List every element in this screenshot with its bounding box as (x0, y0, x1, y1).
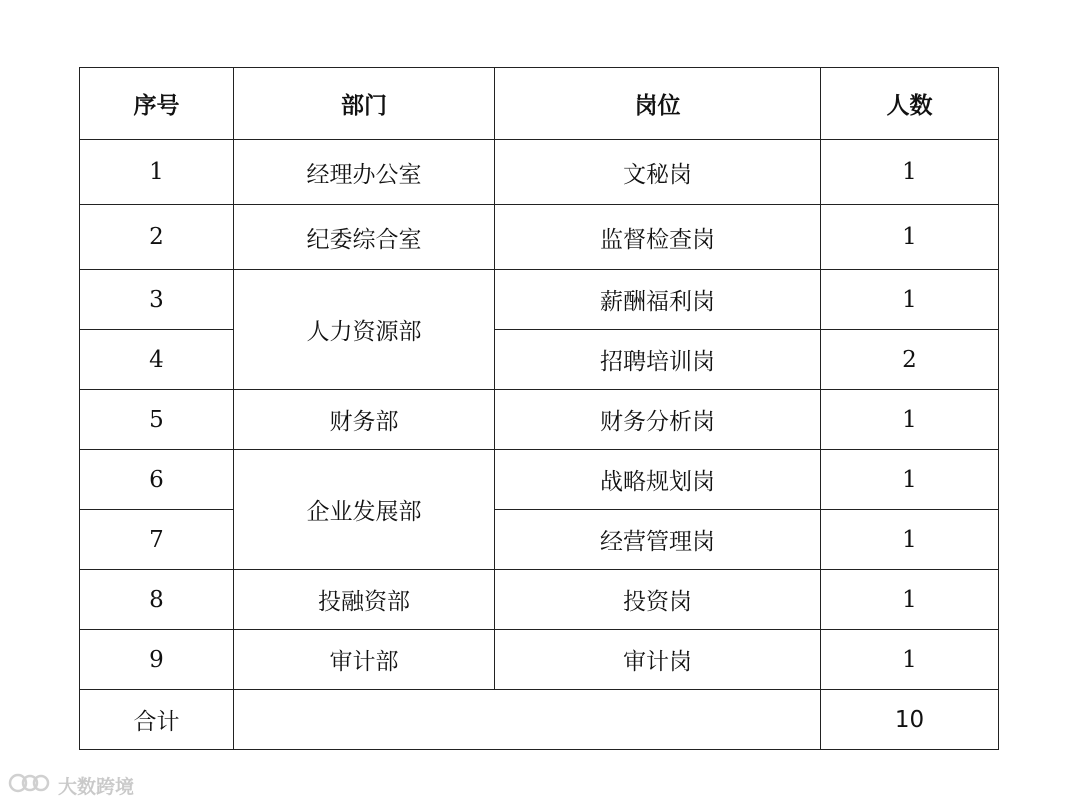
table-total-row (80, 690, 999, 750)
cell-dept: 财务部 (234, 390, 495, 450)
table-row (80, 510, 999, 570)
cell-dept: 审计部 (234, 630, 495, 690)
cell-dept: 经理办公室 (234, 140, 495, 205)
cell-dept: 投融资部 (234, 570, 495, 630)
staff-table (79, 67, 999, 750)
table-row (80, 330, 999, 390)
table-row (80, 390, 999, 450)
cell-count: 1 (821, 140, 999, 205)
cell-count: 2 (821, 330, 999, 390)
cell-count: 1 (821, 270, 999, 330)
infinity-logo-icon (8, 770, 54, 801)
table-row (80, 270, 999, 330)
table-row (80, 570, 999, 630)
cell-post: 经营管理岗 (495, 510, 821, 570)
header-seq: 序号 (80, 68, 234, 140)
cell-count: 1 (821, 510, 999, 570)
cell-seq: 6 (80, 450, 234, 510)
cell-seq: 1 (80, 140, 234, 205)
total-label: 合计 (80, 690, 234, 750)
total-empty-cell (234, 690, 821, 750)
cell-seq: 3 (80, 270, 234, 330)
cell-post: 薪酬福利岗 (495, 270, 821, 330)
cell-seq: 4 (80, 330, 234, 390)
cell-post: 战略规划岗 (495, 450, 821, 510)
cell-post: 审计岗 (495, 630, 821, 690)
table-row (80, 205, 999, 270)
cell-seq: 9 (80, 630, 234, 690)
cell-count: 1 (821, 630, 999, 690)
cell-post: 投资岗 (495, 570, 821, 630)
table-row (80, 140, 999, 205)
total-count: 10 (821, 690, 999, 750)
cell-count: 1 (821, 450, 999, 510)
cell-post: 监督检查岗 (495, 205, 821, 270)
cell-count: 1 (821, 205, 999, 270)
cell-seq: 7 (80, 510, 234, 570)
cell-dept: 企业发展部 (234, 450, 495, 570)
cell-seq: 5 (80, 390, 234, 450)
header-post: 岗位 (495, 68, 821, 140)
cell-count: 1 (821, 570, 999, 630)
table-row (80, 630, 999, 690)
cell-dept: 人力资源部 (234, 270, 495, 390)
header-count: 人数 (821, 68, 999, 140)
cell-dept: 纪委综合室 (234, 205, 495, 270)
cell-post: 文秘岗 (495, 140, 821, 205)
cell-seq: 8 (80, 570, 234, 630)
table-header-row (80, 68, 999, 140)
table-row (80, 450, 999, 510)
header-dept: 部门 (234, 68, 495, 140)
cell-post: 招聘培训岗 (495, 330, 821, 390)
cell-post: 财务分析岗 (495, 390, 821, 450)
cell-count: 1 (821, 390, 999, 450)
watermark (8, 770, 134, 801)
cell-seq: 2 (80, 205, 234, 270)
watermark-text: 大数跨境 (58, 776, 135, 798)
